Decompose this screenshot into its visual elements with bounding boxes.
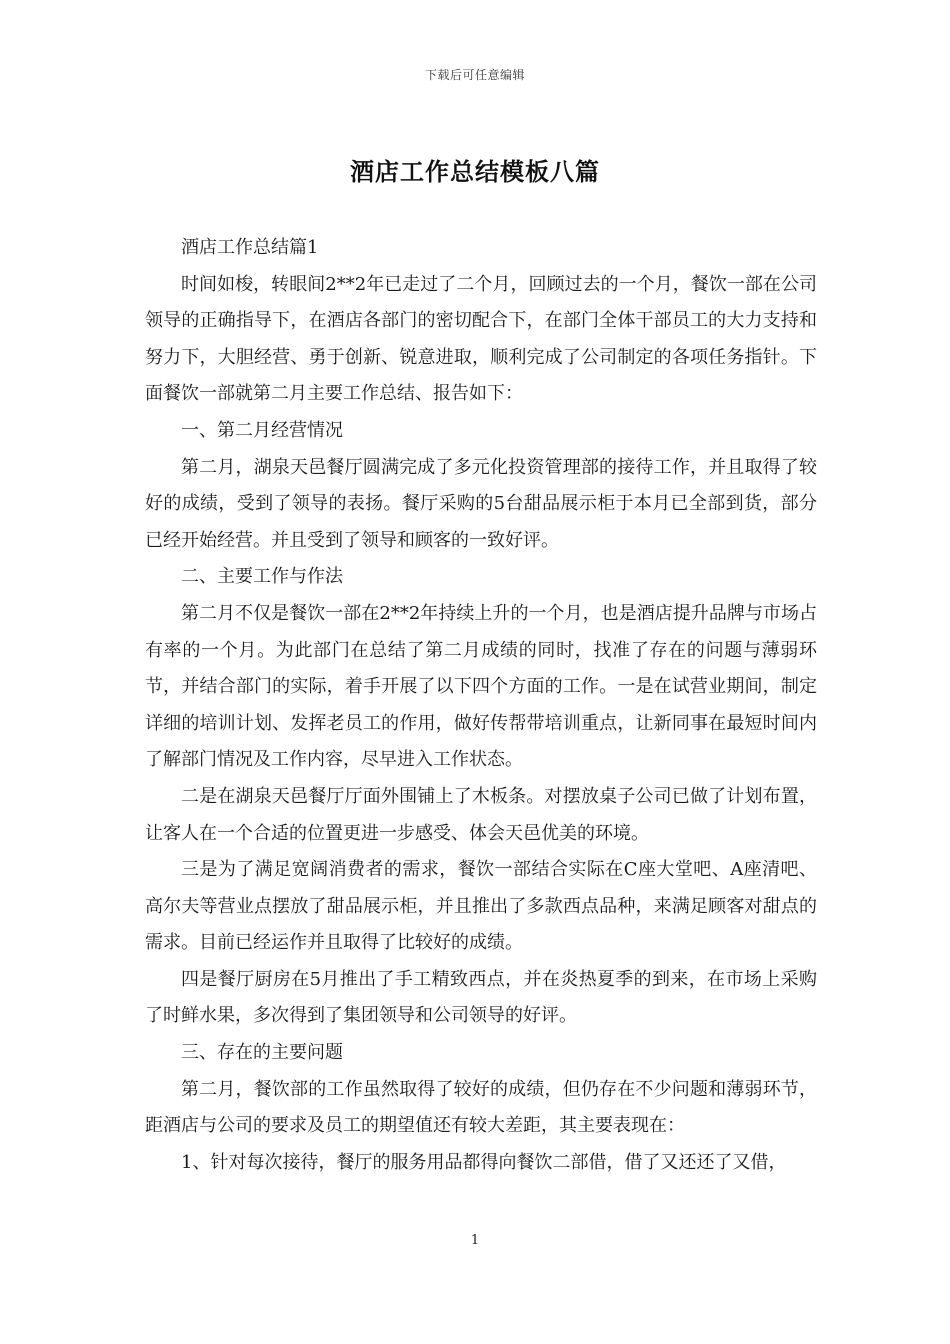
- paragraph: 四是餐厅厨房在5月推出了手工精致西点，并在炎热夏季的到来，在市场上采购了时鲜水果，多次得到了集团领导和公司领导的好评。: [145, 968, 817, 1027]
- paragraph: 二是在湖泉天邑餐厅厅面外围铺上了木板条。对摆放桌子公司已做了计划布置，让客人在一个合适的位置更进一步感受、体会天邑优美的环境。: [145, 785, 817, 844]
- document-body: [145, 230, 817, 1181]
- section-heading: 三、存在的主要问题: [181, 1042, 343, 1064]
- page-number: 1: [470, 1233, 480, 1248]
- section-heading: 一、第二月经营情况: [181, 419, 343, 441]
- paragraph: 第二月，湖泉天邑餐厅圆满完成了多元化投资管理部的接待工作，并且取得了较好的成绩，受到了领导的表扬。餐厅采购的5台甜品展示柜于本月已全部到货，部分已经开始经营。并且受到了领导和顾客的一致好评。: [145, 456, 817, 551]
- section-heading: 二、主要工作与作法: [181, 566, 343, 588]
- paragraph: 第二月不仅是餐饮一部在2**2年持续上升的一个月，也是酒店提升品牌与市场占有率的一个月。为此部门在总结了第二月成绩的同时，找准了存在的问题与薄弱环节，并结合部门的实际，着手开展了以下四个方面的工作。一是在试营业期间，制定详细的培训计划、发挥老员工的作用，做好传帮带培训重点，让新同事在最短时间内了解部门情况及工作内容，尽早进入工作状态。: [145, 602, 817, 771]
- paragraph: 时间如梭，转眼间2**2年已走过了二个月，回顾过去的一个月，餐饮一部在公司领导的正确指导下，在酒店各部门的密切配合下，在部门全体干部员工的大力支持和努力下，大胆经营、勇于创新、锐意进取，顺利完成了公司制定的各项任务指针。下面餐饮一部就第二月主要工作总结、报告如下：: [145, 273, 817, 405]
- section-heading: 酒店工作总结篇1: [181, 237, 319, 258]
- paragraph: 第二月，餐饮部的工作虽然取得了较好的成绩，但仍存在不少问题和薄弱环节，距酒店与公司的要求及员工的期望值还有较大差距，其主要表现在：: [145, 1078, 817, 1137]
- paragraph: 三是为了满足宽阔消费者的需求，餐饮一部结合实际在C座大堂吧、A座清吧、高尔夫等营业点摆放了甜品展示柜，并且推出了多款西点品种，来满足顾客对甜点的需求。目前已经运作并且取得了比较好的成绩。: [145, 859, 817, 954]
- document-title: 酒店工作总结模板八篇: [350, 157, 600, 186]
- paragraph: 1、针对每次接待，餐厅的服务用品都得向餐饮二部借，借了又还还了又借，: [181, 1151, 787, 1173]
- header-note: 下载后可任意编辑: [424, 68, 525, 82]
